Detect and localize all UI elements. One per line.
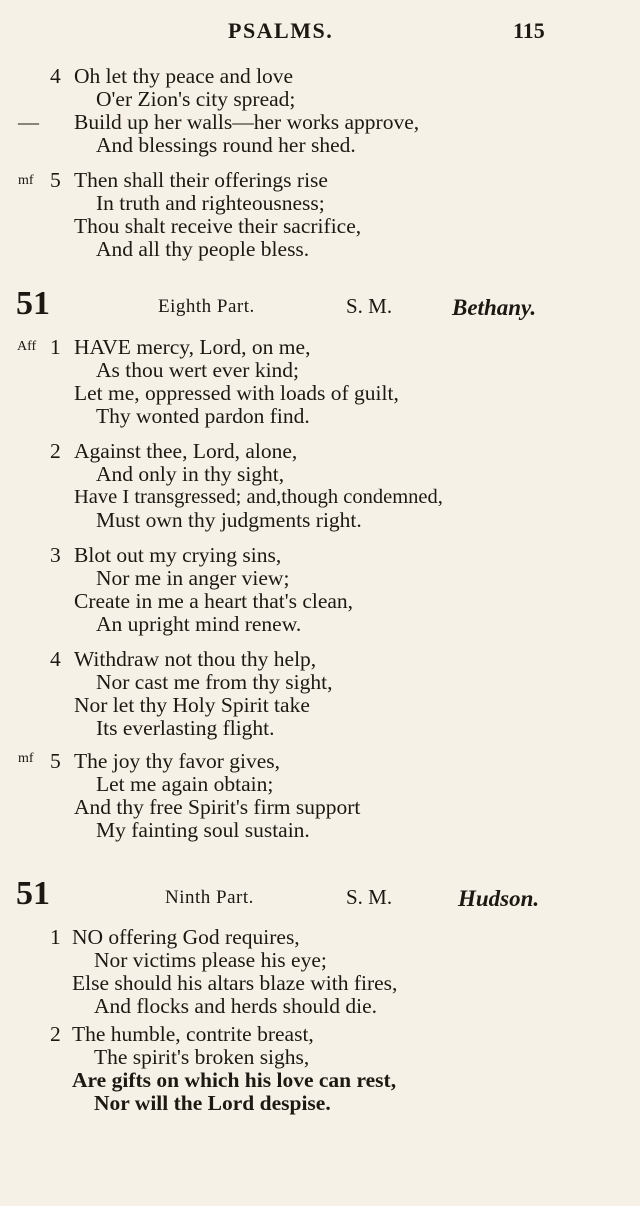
verse-line: And all thy people bless. [96,237,310,261]
verse-line: As thou wert ever kind; [96,358,300,382]
verse-line: Then shall their offerings rise [74,168,328,192]
dynamic-mark: mf [18,751,34,766]
verse-line: Nor victims please his eye; [94,948,327,972]
tune-name: Hudson. [458,886,540,911]
tune-name: Bethany. [452,295,537,320]
verse-line: Oh let thy peace and love [74,64,294,88]
verse-line: Thy wonted pardon find. [96,404,310,428]
verse-line: My fainting soul sustain. [96,818,310,842]
verse-line: Blot out my crying sins, [74,543,282,567]
stanza-number: 5 [50,168,61,192]
running-head [0,18,640,46]
verse-line: Create in me a heart that's clean, [74,589,354,613]
stanza-number: 4 [50,647,61,671]
verse-line: Let me, oppressed with loads of guilt, [74,381,399,405]
verse-line: And only in thy sight, [96,462,285,486]
part-title: Ninth Part. [165,887,254,908]
meter: S. M. [346,885,393,909]
verse-line: NO offering God requires, [72,925,300,949]
verse-line: Against thee, Lord, alone, [74,439,298,463]
hymn-number: 51 [16,285,50,322]
stanza-number: 2 [50,439,61,463]
running-title: PSALMS. [228,18,334,43]
verse-line: Nor let thy Holy Spirit take [74,693,310,717]
verse-line: Nor will the Lord despise. [94,1091,331,1115]
dynamic-mark: mf [18,173,34,188]
verse-line: Must own thy judgments right. [96,508,362,532]
meter: S. M. [346,294,393,318]
stanza-number: 1 [50,925,61,949]
verse-line: Nor cast me from thy sight, [96,670,333,694]
verse-line: The joy thy favor gives, [74,749,280,773]
verse-line: Let me again obtain; [96,772,274,796]
part-title: Eighth Part. [158,296,255,317]
verse-line: The spirit's broken sighs, [94,1045,310,1069]
verse-line: And thy free Spirit's firm support [74,795,361,819]
stanza-number: 5 [50,749,61,773]
dynamic-mark: — [18,110,39,134]
verse-line: In truth and righteousness; [96,191,325,215]
verse-line: The humble, contrite breast, [72,1022,314,1046]
page-number: 115 [513,18,545,43]
verse-line: Thou shalt receive their sacrifice, [74,214,362,238]
verse-line: Withdraw not thou thy help, [74,647,317,671]
verse-line: Are gifts on which his love can rest, [72,1068,397,1092]
verse-line: An upright mind renew. [96,612,302,636]
stanza-number: 1 [50,335,61,359]
stanza-number: 3 [50,543,61,567]
hymn-number: 51 [16,875,50,912]
verse-line: Have I transgressed; and,though condemned, [74,486,443,508]
stanza-number: 2 [50,1022,61,1046]
dynamic-mark: Aff [17,339,37,354]
verse-line: And flocks and herds should die. [94,994,378,1018]
verse-line: And blessings round her shed. [96,133,356,157]
verse-line: Its everlasting flight. [96,716,275,740]
verse-line: Nor me in anger view; [96,566,290,590]
stanza-number: 4 [50,64,61,88]
verse-line: Else should his altars blaze with fires, [72,971,398,995]
verse-line: Build up her walls—her works approve, [74,110,420,134]
verse-line: O'er Zion's city spread; [96,87,296,111]
verse-line: HAVE mercy, Lord, on me, [74,335,311,359]
